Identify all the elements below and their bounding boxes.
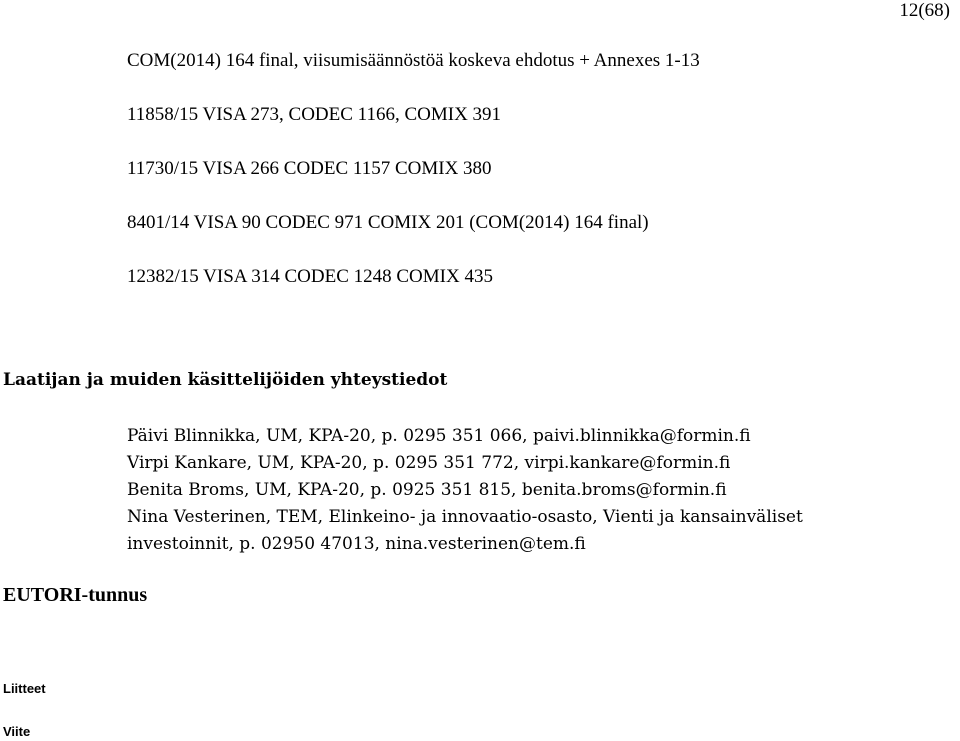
reference-line: 11730/15 VISA 266 CODEC 1157 COMIX 380 [127, 158, 492, 179]
reference-list [127, 50, 700, 320]
reference-line: 11858/15 VISA 273, CODEC 1166, COMIX 391 [127, 104, 502, 125]
eutori-label: EUTORI-tunnus [3, 584, 148, 606]
contact-line: Virpi Kankare, UM, KPA-20, p. 0295 351 772, virpi.kankare@formin.fi [127, 453, 731, 473]
contact-line: investoinnit, p. 02950 47013, nina.vesterinen@tem.fi [127, 534, 586, 554]
contact-line: Päivi Blinnikka, UM, KPA-20, p. 0295 351 066, paivi.blinnikka@formin.fi [127, 426, 751, 446]
contacts-heading: Laatijan ja muiden käsittelijöiden yhteystiedot [3, 370, 448, 390]
contact-line: Benita Broms, UM, KPA-20, p. 0925 351 815, benita.broms@formin.fi [127, 480, 727, 500]
contacts-list [127, 423, 947, 558]
reference-line: COM(2014) 164 final, viisumisäännöstöä koskeva ehdotus + Annexes 1-13 [127, 50, 700, 71]
reference-label: Viite [3, 724, 31, 739]
attachments-label: Liitteet [3, 681, 46, 696]
reference-line: 12382/15 VISA 314 CODEC 1248 COMIX 435 [127, 266, 493, 287]
page-number: 12(68) [899, 0, 950, 21]
reference-line: 8401/14 VISA 90 CODEC 971 COMIX 201 (COM(2014) 164 final) [127, 212, 649, 233]
contact-line: Nina Vesterinen, TEM, Elinkeino- ja innovaatio-osasto, Vienti ja kansainväliset [127, 507, 803, 527]
